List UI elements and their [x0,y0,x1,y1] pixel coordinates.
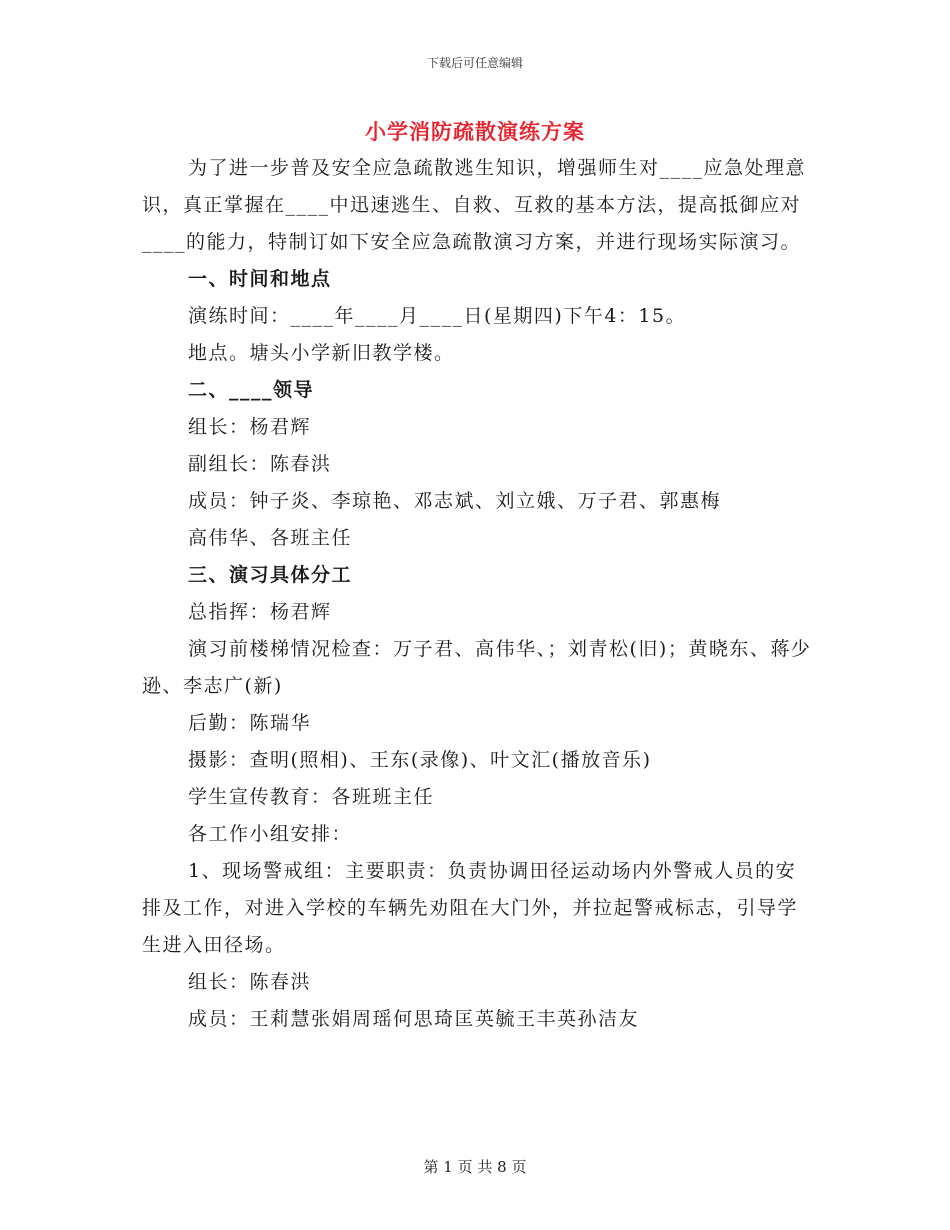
group1-duty-paragraph: 1、现场警戒组：主要职责：负责协调田径运动场内外警戒人员的安排及工作，对进入学校的车辆先劝阻在大门外，并拉起警戒标志，引导学生进入田径场。 [142,860,799,956]
page-header-note: 下载后可任意编辑 [426,56,523,70]
groups-line: 各工作小组安排： [188,823,353,845]
document-title: 小学消防疏散演练方案 [365,119,585,144]
drill-place: 地点。塘头小学新旧教学楼。 [188,342,455,364]
section-heading-leadership: 二、____领导 [188,379,315,401]
page-footer-page-number: 第 1 页 共 8 页 [423,1158,527,1176]
vice-leader-line: 副组长：陈春洪 [188,453,332,475]
intro-paragraph: 为了进一步普及安全应急疏散逃生知识，增强师生对____应急处理意识，真正掌握在____中迅速逃生、自救、互救的基本方法，提高抵御应对____的能力，特制订如下安全应急疏散演习方案，并进行现场实际演习。 [142,157,807,253]
photography-line: 摄影：查明(照相)、王东(录像)、叶文汇(播放音乐) [188,749,652,771]
group1-members-line: 成员：王莉慧张娟周瑶何思琦匡英毓王丰英孙洁友 [188,1008,640,1030]
education-line: 学生宣传教育：各班班主任 [188,786,435,808]
section-heading-time-place: 一、时间和地点 [188,268,332,290]
leader-line: 组长：杨君辉 [188,416,312,438]
members-line: 成员：钟子炎、李琼艳、邓志斌、刘立娥、万子君、郭惠梅 [188,490,722,512]
stair-check-paragraph: 演习前楼梯情况检查：万子君、高伟华、；刘青松(旧)；黄晓东、蒋少逊、李志广(新) [142,638,812,697]
logistics-line: 后勤：陈瑞华 [188,712,312,734]
members-continued-line: 高伟华、各班主任 [188,527,353,549]
group1-leader-line: 组长：陈春洪 [188,971,312,993]
section-heading-division: 三、演习具体分工 [188,564,353,586]
commander-line: 总指挥：杨君辉 [188,601,332,623]
drill-time: 演练时间：____年____月____日(星期四)下午4：15。 [188,305,687,327]
document-body [142,150,812,1038]
